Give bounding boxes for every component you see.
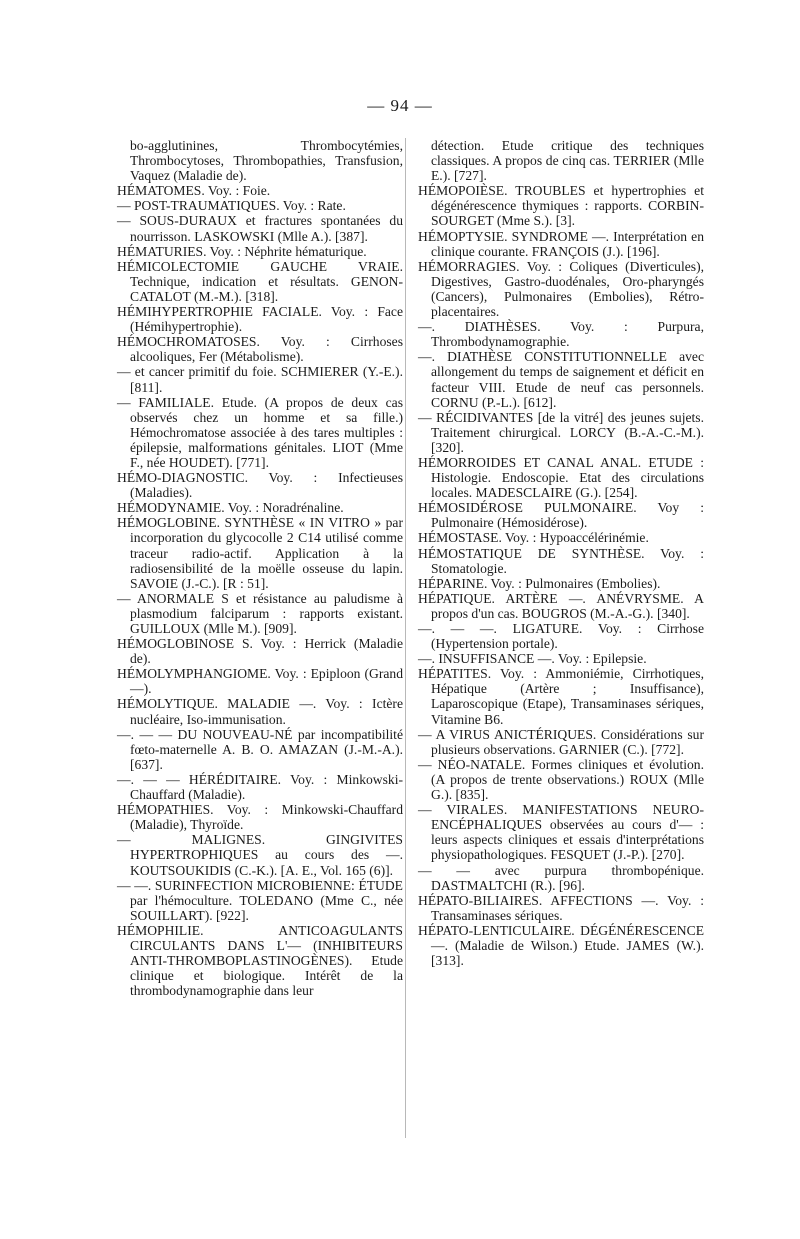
right-column	[418, 138, 704, 968]
index-entry: — ANORMALE S et résistance au paludisme à plasmodium falciparum : rapports existant. GUILLOUX (Mlle M.). [909].	[117, 590, 403, 636]
index-entry: HÉMICOLECTOMIE GAUCHE VRAIE. Technique, indication et résultats. GENON-CATALOT (M.-M.). [318].	[117, 258, 403, 304]
index-entry: HÉMOGLOBINE. SYNTHÈSE « IN VITRO » par incorporation du glycocolle 2 C14 utilisé comme traceur radio-actif. Application à la radiosensibilité de la moëlle osseuse du lapin. SAVOIE (J.-C.). [R : 51].	[117, 515, 403, 591]
index-entry: HÉMOPHILIE. ANTICOAGULANTS CIRCULANTS DANS L'— (INHIBITEURS ANTI-THROMBOPLASTINOGÈNES). Etude clinique et biologique. Intérêt de la thrombodynamographie dans leur	[117, 922, 403, 999]
index-entry: HÉMOPATHIES. Voy. : Minkowski-Chauffard (Maladie), Thyroïde.	[117, 802, 403, 833]
index-entry: HÉMODYNAMIE. Voy. : Noradrénaline.	[117, 500, 344, 516]
index-entry: HÉPATO-BILIAIRES. AFFECTIONS —. Voy. : Transaminases sériques.	[418, 892, 704, 923]
index-entry: HÉPATIQUE. ARTÈRE —. ANÉVRYSME. A propos d'un cas. BOUGROS (M.-A.-G.). [340].	[418, 590, 704, 621]
index-entry: —. — —. LIGATURE. Voy. : Cirrhose (Hypertension portale).	[418, 621, 704, 652]
index-entry: — et cancer primitif du foie. SCHMIERER (Y.-E.). [811].	[117, 364, 403, 395]
index-entry: HÉMOPOIÈSE. TROUBLES et hypertrophies et dégénérescence thymiques : rapports. CORBIN-SOURGET (Mme S.). [3].	[418, 183, 704, 229]
index-entry: HÉMOSIDÉROSE PULMONAIRE. Voy : Pulmonaire (Hémosidérose).	[418, 500, 704, 531]
index-entry: — —. SURINFECTION MICROBIENNE: ÉTUDE par l'hémoculture. TOLEDANO (Mme C., née SOUILLART). [922].	[117, 877, 403, 923]
index-entry: — RÉCIDIVANTES [de la vitré] des jeunes sujets. Traitement chirurgical. LORCY (B.-A.-C.-M.). [320].	[418, 409, 704, 455]
index-entry: — — avec purpura thrombopénique. DASTMALTCHI (R.). [96].	[418, 862, 704, 893]
index-entry: HÉMOSTASE. Voy. : Hypoaccélérinémie.	[418, 530, 649, 546]
index-entry: HÉPARINE. Voy. : Pulmonaires (Embolies).	[418, 575, 661, 591]
index-entry: —. — — HÉRÉDITAIRE. Voy. : Minkowski-Chauffard (Maladie).	[117, 771, 403, 803]
index-entry: —. — — DU NOUVEAU-NÉ par incompatibilité fœto-maternelle A. B. O. AMAZAN (J.-M.-A.). [637].	[117, 726, 403, 772]
index-entry: — POST-TRAUMATIQUES. Voy. : Rate.	[117, 198, 346, 214]
index-entry: HÉMATURIES. Voy. : Néphrite hématurique.	[117, 243, 367, 259]
index-entry: HÉMO-DIAGNOSTIC. Voy. : Infectieuses (Maladies).	[117, 470, 403, 501]
column-divider	[405, 138, 406, 1138]
index-entry: — MALIGNES. GINGIVITES HYPERTROPHIQUES au cours des —. KOUTSOUKIDIS (C.-K.). [A. E., Vol. 165 (6)].	[117, 832, 403, 878]
index-entry: HÉMOLYTIQUE. MALADIE —. Voy. : Ictère nucléaire, Iso-immunisation.	[117, 696, 403, 727]
index-entry: HÉMOCHROMATOSES. Voy. : Cirrhoses alcooliques, Fer (Métabolisme).	[117, 334, 403, 365]
index-entry: — SOUS-DURAUX et fractures spontanées du nourrisson. LASKOWSKI (Mlle A.). [387].	[117, 213, 403, 244]
index-entry: détection. Etude critique des techniques classiques. A propos de cinq cas. TERRIER (Mlle E.). [727].	[431, 138, 704, 184]
index-entry: bo-agglutinines, Thrombocytémies, Thrombocytoses, Thrombopathies, Transfusion, Vaquez (Maladie de).	[130, 138, 403, 184]
index-entry: HÉMOPTYSIE. SYNDROME —. Interprétation en clinique courante. FRANÇOIS (J.). [196].	[418, 228, 704, 259]
index-entry: HÉPATO-LENTICULAIRE. DÉGÉNÉRESCENCE —. (Maladie de Wilson.) Etude. JAMES (W.). [313].	[418, 922, 704, 969]
index-entry: —. DIATHÈSE CONSTITUTIONNELLE avec allongement du temps de saignement et déficit en facteur VIII. Etude de neuf cas personnels. CORNU (P.-L.). [612].	[418, 349, 704, 410]
index-entry: —. INSUFFISANCE —. Voy. : Epilepsie.	[418, 651, 647, 667]
index-entry: —. DIATHÈSES. Voy. : Purpura, Thrombodynamographie.	[418, 319, 704, 350]
index-entry: — VIRALES. MANIFESTATIONS NEURO-ENCÉPHALIQUES observées au cours d'— : leurs aspects cliniques et essais d'interprétations physiopathologiques. FESQUET (J.-P.). [270].	[418, 802, 704, 863]
index-entry: HÉMORRAGIES. Voy. : Coliques (Diverticules), Digestives, Gastro-duodénales, Oro-pharyngés (Cancers), Pulmonaires (Embolies), Rétro-placentaires.	[418, 258, 704, 320]
index-entry: HÉMOGLOBINOSE S. Voy. : Herrick (Maladie de).	[117, 636, 403, 667]
index-entry: HÉMORROIDES ET CANAL ANAL. ETUDE : Histologie. Endoscopie. Etat des circulations locales. MADESCLAIRE (G.). [254].	[418, 454, 704, 501]
index-entry: HÉMIHYPERTROPHIE FACIALE. Voy. : Face (Hémihypertrophie).	[117, 304, 403, 335]
index-entry: HÉPATITES. Voy. : Ammoniémie, Cirrhotiques, Hépatique (Artère ; Insuffisance), Laparoscopique (Etape), Transaminases sériques, Vitamine B6.	[418, 666, 704, 727]
index-entry: HÉMOSTATIQUE DE SYNTHÈSE. Voy. : Stomatologie.	[418, 545, 704, 576]
index-entry: — FAMILIALE. Etude. (A propos de deux cas observés chez un homme et sa fille.) Hémochromatose associée à des tares multiples : épilepsie, malformations génitales. LIOT (Mme F., née HOUDET). [771].	[117, 394, 403, 470]
index-entry: — A VIRUS ANICTÉRIQUES. Considérations sur plusieurs observations. GARNIER (C.). [772].	[418, 726, 704, 757]
index-entry: HÉMOLYMPHANGIOME. Voy. : Epiploon (Grand —).	[117, 666, 403, 697]
left-column	[117, 138, 403, 998]
page-number: — 94 —	[367, 96, 433, 115]
index-entry: HÉMATOMES. Voy. : Foie.	[117, 183, 271, 199]
index-entry: — NÉO-NATALE. Formes cliniques et évolution. (A propos de trente observations.) ROUX (Mlle G.). [835].	[418, 756, 704, 803]
